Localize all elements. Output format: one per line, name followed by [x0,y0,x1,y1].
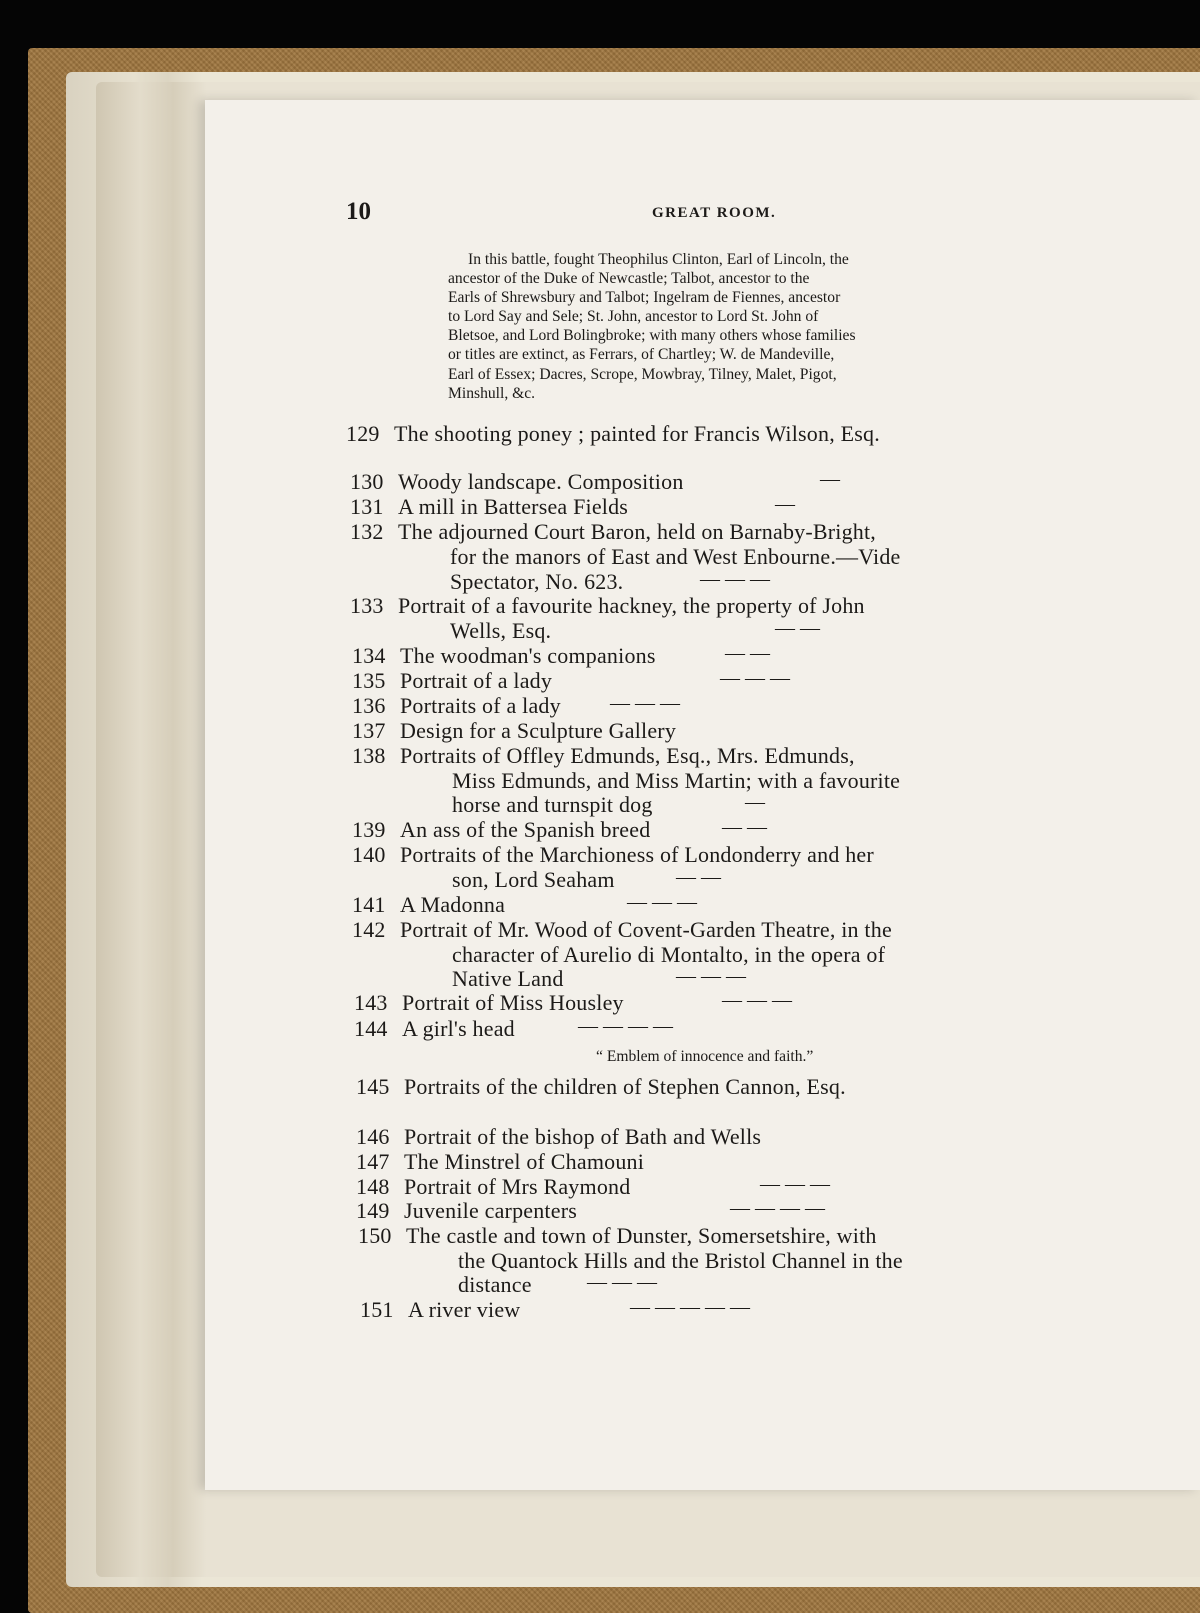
leader-dashes: — — — — — [630,1296,750,1318]
entry-title-line: Design for a Sculpture Gallery [400,718,677,743]
leader-dashes: — — — [610,692,680,714]
leader-dashes: — — — [700,568,770,590]
entry-number: 137 [352,718,386,743]
entry-title-line: The Minstrel of Chamouni [404,1149,645,1174]
leader-dashes: — — — [722,989,792,1011]
entry-title-line: for the manors of East and West Enbourne.—Vide [450,544,901,569]
leader-dashes: — — — [587,1271,657,1293]
leader-dashes: — — [725,642,770,664]
footnote-line: Earls of Shrewsbury and Talbot; Ingelram de Fiennes, ancestor [448,289,841,307]
footnote-line: Earl of Essex; Dacres, Scrope, Mowbray, Tilney, Malet, Pigot, [448,365,837,383]
footnote-line: Bletsoe, and Lord Bolingbroke; with many others whose families [448,327,856,345]
entry-number: 144 [354,1016,388,1041]
entry-title-line: An ass of the Spanish breed [400,817,651,842]
footnote-line: or titles are extinct, as Ferrars, of Chartley; W. de Mandeville, [448,346,835,364]
entry-number: 140 [352,842,386,867]
entry-number: 151 [360,1297,394,1322]
entry-title-line: Juvenile carpenters [404,1198,578,1223]
entry-title-line: A river view [408,1297,521,1322]
footnote-line: In this battle, fought Theophilus Clinton, Earl of Lincoln, the [468,251,849,268]
leader-dashes: — — — [627,891,697,913]
entry-number: 146 [356,1124,390,1149]
entry-title-line: The shooting poney ; painted for Francis Wilson, Esq. [394,421,880,446]
entry-number: 134 [352,643,386,668]
entry-number: 147 [356,1149,390,1174]
entry-number: 149 [356,1198,390,1223]
entry-number: 142 [352,917,386,942]
entry-title-line: Spectator, No. 623. [450,569,624,594]
entry-title-line: Woody landscape. Composition [398,469,684,494]
footnote-paragraph [448,250,988,403]
entry-number: 130 [350,469,384,494]
entry-title-line: A Madonna [400,892,506,917]
entry-title-line: Portrait of a lady [400,668,553,693]
entry-number: 139 [352,817,386,842]
footnote-line: to Lord Say and Sele; St. John, ancestor to Lord St. John of [448,308,819,326]
entry-title-line: Portrait of Mr. Wood of Covent-Garden Theatre, in the [400,917,892,942]
leader-dashes: — — [676,866,721,888]
entry-number: 150 [358,1223,392,1248]
entry-number: 138 [352,743,386,768]
leader-dashes: — — — [760,1173,830,1195]
entry-title-line: Portrait of a favourite hackney, the property of John [398,593,865,618]
entry-number: 148 [356,1174,390,1199]
leader-dashes: — — — — [578,1015,673,1037]
entry-title-line: A girl's head [402,1016,515,1041]
leader-dashes: — [820,468,840,490]
entry-title-line: Native Land [452,966,564,991]
entry-title-line: distance [458,1272,532,1297]
entry-title-line: A mill in Battersea Fields [398,494,629,519]
entry-number: 141 [352,892,386,917]
leader-dashes: — [745,791,765,813]
entry-title-line: Portrait of the bishop of Bath and Wells [404,1124,762,1149]
leader-dashes: — — — [676,965,746,987]
leader-dashes: — [775,493,795,515]
entry-title-line: Wells, Esq. [450,618,552,643]
entry-number: 143 [354,990,388,1015]
entry-title-line: Portraits of a lady [400,693,561,718]
running-head: GREAT ROOM. [652,205,777,221]
entry-title-line: the Quantock Hills and the Bristol Channel in the [458,1248,903,1273]
entry-title-line: Portraits of Offley Edmunds, Esq., Mrs. Edmunds, [400,743,855,768]
entry-title-line: Portraits of the Marchioness of Londonderry and her [400,842,874,867]
page-number: 10 [346,198,371,225]
entry-number: 133 [350,593,384,618]
footnote-line: ancestor of the Duke of Newcastle; Talbot, ancestor to the [448,270,810,288]
entry-number: 131 [350,494,384,519]
entry-number: 136 [352,693,386,718]
entry-number: 129 [346,421,380,446]
entry-title-line: The adjourned Court Baron, held on Barnaby-Bright, [398,519,877,544]
entry-title-line: Portrait of Miss Housley [402,990,624,1015]
entry-number: 145 [356,1074,390,1099]
entry-title-line: horse and turnspit dog [452,792,653,817]
entry-title-line: Portraits of the children of Stephen Cannon, Esq. [404,1074,846,1099]
leader-dashes: — — — — [730,1197,825,1219]
entry-number: 132 [350,519,384,544]
leader-dashes: — — [722,816,767,838]
entry-title-line: The woodman's companions [400,643,656,668]
entry-title-line: Miss Edmunds, and Miss Martin; with a favourite [452,768,901,793]
footnote-line: Minshull, &c. [448,384,536,402]
entry-quote: “ Emblem of innocence and faith.” [596,1048,814,1065]
entry-title-line: character of Aurelio di Montalto, in the opera of [452,942,886,967]
entry-title-line: The castle and town of Dunster, Somersetshire, with [406,1223,877,1248]
leader-dashes: — — — [720,667,790,689]
entry-title-line: son, Lord Seaham [452,867,615,892]
entry-number: 135 [352,668,386,693]
leader-dashes: — — [775,617,820,639]
entry-title-line: Portrait of Mrs Raymond [404,1174,631,1199]
